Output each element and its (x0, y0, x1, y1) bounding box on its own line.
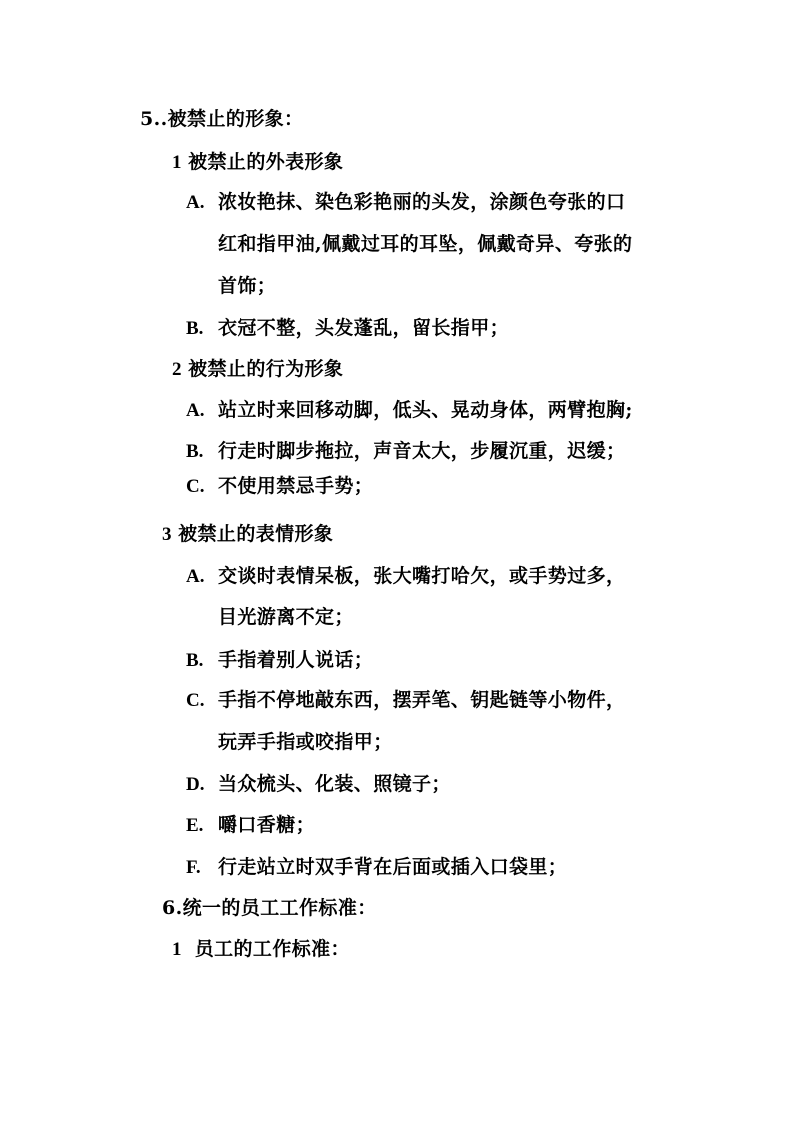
subsection-title: 被禁止的外表形象 (188, 151, 344, 173)
subsection-title: 被禁止的表情形象 (178, 523, 334, 545)
list-item (186, 316, 509, 341)
subsection-number: 1 (172, 152, 182, 173)
item-label: C. (186, 690, 205, 711)
subsection-number: 3 (162, 524, 172, 545)
item-label: A. (186, 192, 205, 213)
subsection-3-heading (162, 522, 333, 547)
item-label: D. (186, 774, 205, 795)
item-text: 嚼口香糖； (218, 814, 316, 836)
list-item (186, 813, 315, 838)
item-label: E. (186, 815, 204, 836)
item-text: 站立时来回移动脚，低头、晃动身体，两臂抱胸; (218, 399, 633, 421)
item-text: 手指不停地敲东西，摆弄笔、钥匙链等小物件， (218, 689, 626, 711)
section-5-heading-text: 5..被禁止的形象： (140, 108, 304, 130)
item-text: 交谈时表情呆板，张大嘴打哈欠，或手势过多， (218, 565, 626, 587)
list-item (186, 855, 567, 880)
section-6-subsection-1-heading (172, 937, 350, 962)
item-text: 当众梳头、化装、照镜子； (218, 773, 451, 795)
list-item-continuation (218, 232, 632, 256)
item-text: 行走站立时双手背在后面或插入口袋里； (218, 856, 568, 878)
list-item (186, 564, 625, 589)
item-label: C. (186, 476, 205, 497)
section-6-heading-text: 6.统一的员工工作标准： (162, 897, 377, 919)
item-text: 浓妆艳抹、染色彩艳丽的头发，涂颜色夸张的口 (218, 191, 626, 213)
item-label: B. (186, 650, 204, 671)
list-item (186, 474, 373, 499)
subsection-title: 员工的工作标准： (194, 938, 350, 960)
list-item-continuation (218, 274, 276, 298)
list-item (186, 688, 625, 713)
item-label: A. (186, 400, 205, 421)
subsection-title: 被禁止的行为形象 (188, 358, 344, 380)
item-text: 玩弄手指或咬指甲； (218, 731, 393, 753)
section-6-heading (162, 896, 377, 920)
list-item-continuation (218, 730, 393, 754)
list-item-continuation (218, 605, 354, 629)
item-text: 行走时脚步拖拉，声音太大，步履沉重，迟缓； (218, 440, 626, 462)
item-label: F. (186, 857, 201, 878)
item-text: 红和指甲油,佩戴过耳的耳坠，佩戴奇异、夸张的 (218, 233, 633, 255)
item-text: 不使用禁忌手势； (218, 475, 374, 497)
item-label: B. (186, 318, 204, 339)
list-item (186, 648, 373, 673)
item-label: B. (186, 441, 204, 462)
list-item (186, 190, 625, 215)
item-text: 衣冠不整，头发蓬乱，留长指甲； (218, 317, 510, 339)
list-item (186, 772, 451, 797)
item-text: 手指着别人说话； (218, 649, 374, 671)
subsection-1-heading (172, 150, 343, 175)
item-label: A. (186, 566, 205, 587)
subsection-number: 2 (172, 359, 182, 380)
item-text: 目光游离不定； (218, 606, 354, 628)
item-text: 首饰； (218, 275, 277, 297)
list-item (186, 439, 625, 464)
section-5-heading (140, 107, 303, 131)
list-item (186, 398, 633, 423)
subsection-2-heading (172, 357, 343, 382)
subsection-number: 1 (172, 939, 182, 960)
